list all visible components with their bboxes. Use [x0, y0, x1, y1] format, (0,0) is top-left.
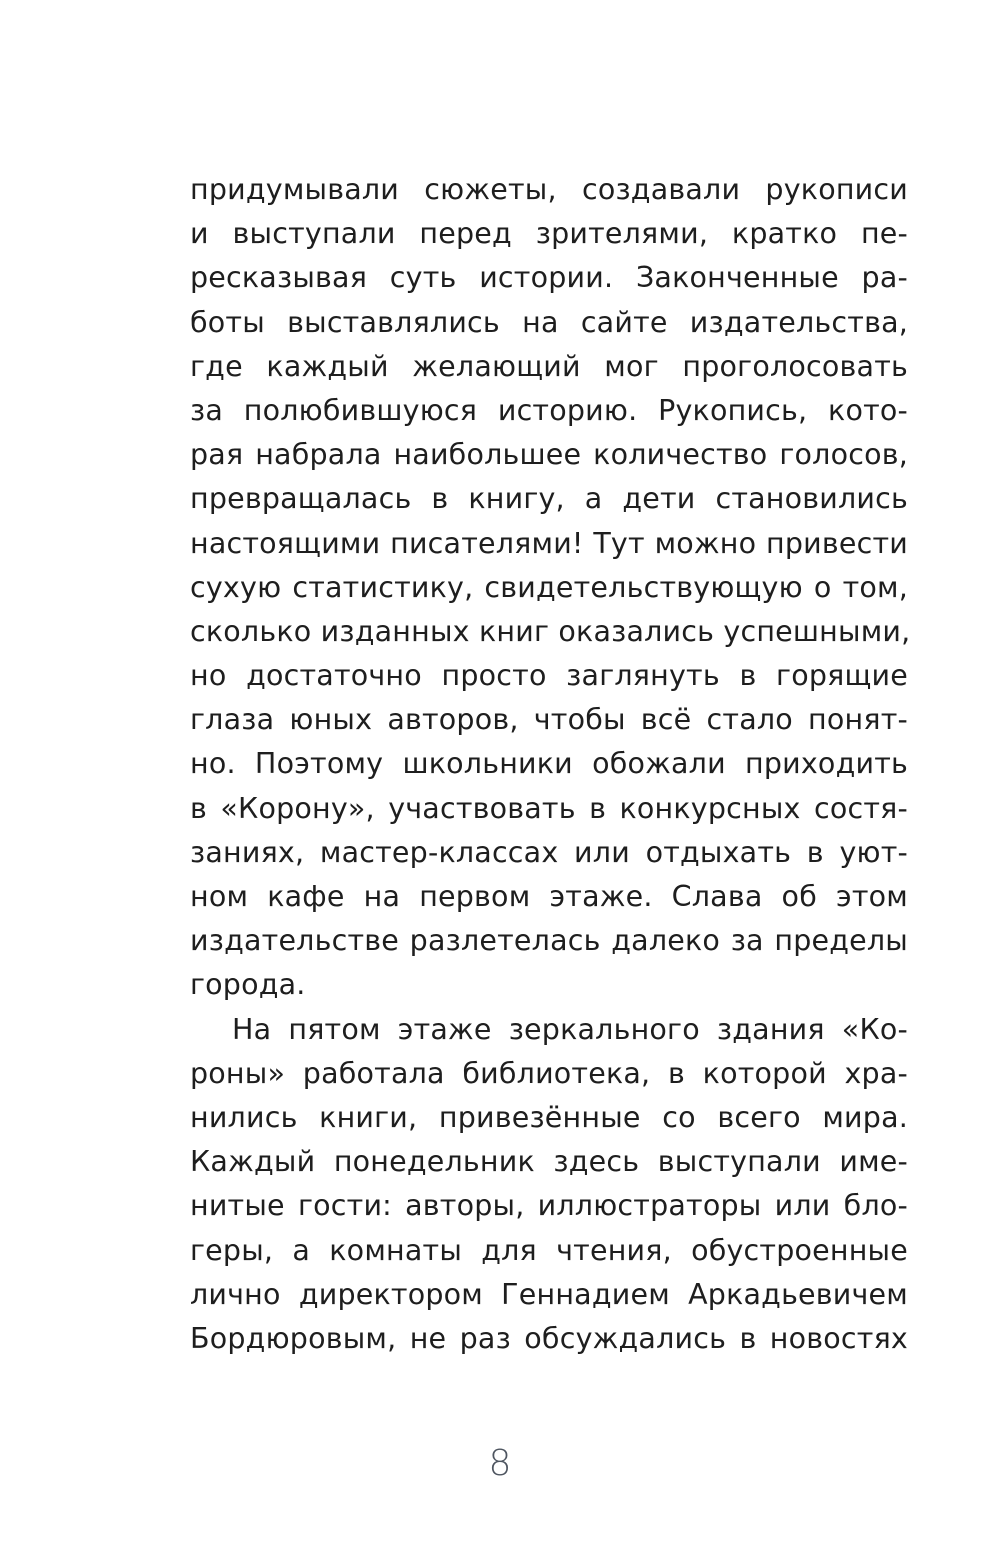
text-line: издательстве разлетелась далеко за пределы	[190, 924, 908, 958]
text-line: сколько изданных книг оказались успешными,	[190, 614, 911, 648]
text-line: и выступали перед зрителями, кратко пе-	[190, 217, 908, 251]
text-line: геры, а комнаты для чтения, обустроенные	[190, 1233, 908, 1267]
text-line: в «Корону», участвовать в конкурсных состя-	[190, 791, 908, 825]
text-line: нитые гости: авторы, иллюстраторы или бло-	[190, 1189, 908, 1223]
text-line: города.	[190, 968, 306, 1002]
text-line: но. Поэтому школьники обожали приходить	[190, 747, 908, 781]
text-line: роны» работала библиотека, в которой хра-	[190, 1056, 908, 1090]
text-line: где каждый желающий мог проголосовать	[190, 349, 908, 383]
text-line: превращалась в книгу, а дети становились	[190, 482, 908, 516]
text-line: за полюбившуюся историю. Рукопись, кото-	[190, 393, 908, 427]
text-line: заниях, мастер-классах или отдыхать в уют-	[190, 835, 908, 869]
text-line: боты выставлялись на сайте издательства,	[190, 305, 908, 339]
paragraph-1	[190, 168, 911, 1008]
text-line: Каждый понедельник здесь выступали име-	[190, 1145, 908, 1179]
text-line: ресказывая суть истории. Законченные ра-	[190, 261, 908, 295]
text-line: На пятом этаже зеркального здания «Ко-	[232, 1012, 908, 1046]
page-number: 8	[488, 1443, 512, 1484]
text-line: настоящими писателями! Тут можно привести	[190, 526, 908, 560]
paragraph-2	[190, 1008, 908, 1362]
text-line: Бордюровым, не раз обсуждались в новостях	[190, 1321, 908, 1355]
text-line: сухую статистику, свидетельствующую о том,	[190, 570, 908, 604]
body-text	[190, 168, 911, 1361]
text-line: нились книги, привезённые со всего мира.	[190, 1100, 908, 1134]
text-line: придумывали сюжеты, создавали рукописи	[190, 173, 908, 206]
text-line: но достаточно просто заглянуть в горящие	[190, 659, 908, 693]
text-line: ном кафе на первом этаже. Слава об этом	[190, 880, 908, 913]
text-line: рая набрала наибольшее количество голосов,	[190, 438, 908, 472]
text-line: лично директором Геннадием Аркадьевичем	[190, 1277, 908, 1311]
text-line: глаза юных авторов, чтобы всё стало понят-	[190, 703, 908, 737]
